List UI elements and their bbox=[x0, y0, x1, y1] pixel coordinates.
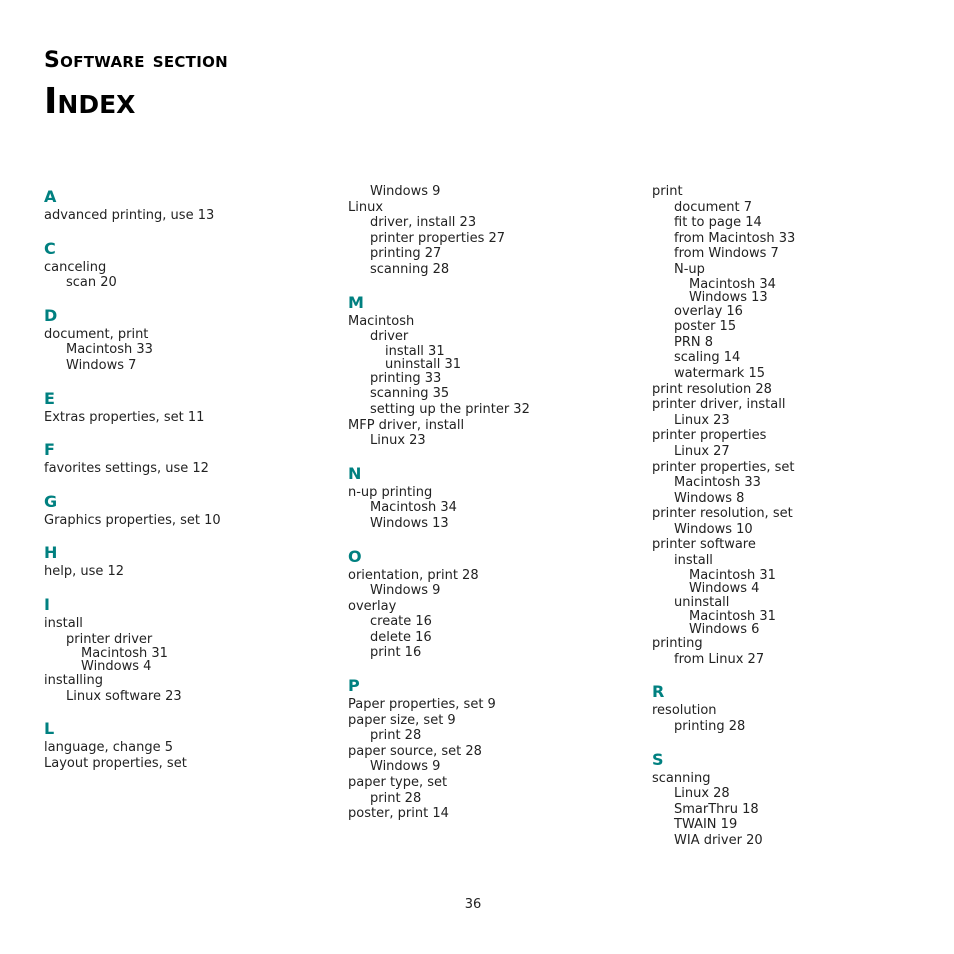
index-letter-heading: S bbox=[652, 749, 664, 769]
index-entry: advanced printing, use 13 bbox=[44, 208, 215, 223]
index-entry: Layout properties, set bbox=[44, 755, 187, 771]
index-letter-heading: D bbox=[44, 305, 58, 325]
index-entry: poster, print 14 bbox=[348, 806, 449, 822]
index-subentry: uninstall bbox=[674, 594, 730, 610]
index-subentry: print 28 bbox=[370, 790, 422, 806]
index-subentry: document 7 bbox=[674, 199, 752, 215]
index-subentry: Windows 9 bbox=[370, 583, 441, 599]
index-letter-heading: I bbox=[44, 594, 50, 614]
index-subentry: Linux 23 bbox=[674, 412, 730, 428]
index-letter-heading: C bbox=[44, 238, 56, 258]
index-subentry: PRN 8 bbox=[674, 334, 713, 350]
index-subentry: Linux 28 bbox=[674, 786, 730, 802]
index-entry: printer software bbox=[652, 537, 756, 553]
index-subentry: Linux software 23 bbox=[66, 688, 182, 704]
index-letter-heading: R bbox=[652, 682, 665, 702]
index-subentry: Macintosh 33 bbox=[674, 475, 761, 491]
index-letter-heading: F bbox=[44, 440, 55, 460]
index-entry: printer resolution, set bbox=[652, 506, 793, 522]
index-subentry: Windows 10 bbox=[674, 521, 753, 537]
index-subentry: delete 16 bbox=[370, 629, 432, 645]
index-entry: printer driver, install bbox=[652, 397, 786, 413]
index-entry: scanning bbox=[652, 770, 711, 786]
index-entry: favorites settings, use 12 bbox=[44, 461, 209, 477]
index-subentry: Macintosh 33 bbox=[66, 342, 153, 358]
index-subentry: print 16 bbox=[370, 645, 422, 661]
index-subentry: scaling 14 bbox=[674, 350, 741, 366]
index-subentry: SmarThru 18 bbox=[674, 801, 759, 817]
section-heading: Software section bbox=[44, 48, 228, 73]
index-subentry: Windows 8 bbox=[674, 490, 745, 506]
index-subentry: watermark 15 bbox=[674, 365, 765, 381]
index-subentry: Windows 6 bbox=[689, 622, 760, 638]
index-subentry: Windows 9 bbox=[370, 184, 441, 199]
index-subentry: TWAIN 19 bbox=[674, 817, 738, 833]
index-subentry: Macintosh 31 bbox=[81, 646, 168, 662]
index-subentry: printing 27 bbox=[370, 246, 442, 262]
index-column-2 bbox=[348, 184, 638, 822]
index-letter-heading: E bbox=[44, 388, 55, 408]
index-entry: help, use 12 bbox=[44, 564, 125, 580]
index-column-1 bbox=[44, 184, 334, 772]
index-subentry: overlay 16 bbox=[674, 303, 743, 319]
index-letter-heading: M bbox=[348, 292, 364, 312]
index-subentry: printer properties 27 bbox=[370, 230, 506, 246]
index-entry: printer properties, set bbox=[652, 459, 795, 475]
index-subentry: install 31 bbox=[385, 343, 445, 359]
index-entry: printer properties bbox=[652, 428, 767, 444]
index-entry: printing bbox=[652, 636, 703, 652]
index-subentry: Macintosh 34 bbox=[689, 276, 776, 292]
index-subentry: Macintosh 34 bbox=[370, 500, 457, 516]
index-subentry: print 28 bbox=[370, 728, 422, 744]
index-entry: orientation, print 28 bbox=[348, 567, 479, 583]
index-entry: paper type, set bbox=[348, 775, 448, 791]
index-column-3 bbox=[652, 184, 942, 849]
index-subentry: Linux 23 bbox=[370, 433, 426, 449]
index-subentry: Linux 27 bbox=[674, 443, 730, 459]
index-letter-heading: N bbox=[348, 463, 362, 483]
index-subentry: Windows 13 bbox=[370, 515, 449, 531]
index-subentry: Windows 13 bbox=[689, 289, 768, 305]
index-entry: Graphics properties, set 10 bbox=[44, 512, 221, 528]
index-letter-heading: G bbox=[44, 491, 58, 511]
index-subentry: scanning 35 bbox=[370, 386, 450, 402]
index-letter-heading: A bbox=[44, 187, 57, 206]
index-subentry: printing 33 bbox=[370, 370, 442, 386]
index-subentry: Windows 7 bbox=[66, 357, 137, 373]
index-letter-heading: L bbox=[44, 719, 55, 739]
index-letter-heading: H bbox=[44, 543, 58, 563]
index-subentry: Macintosh 31 bbox=[689, 609, 776, 625]
index-subentry: printer driver bbox=[66, 631, 153, 647]
index-entry: Macintosh bbox=[348, 313, 415, 329]
index-subentry: poster 15 bbox=[674, 319, 737, 335]
index-entry: canceling bbox=[44, 259, 107, 275]
index-entry: resolution bbox=[652, 703, 717, 719]
index-subentry: driver, install 23 bbox=[370, 215, 477, 231]
index-subentry: WIA driver 20 bbox=[674, 833, 763, 848]
index-entry: print bbox=[652, 184, 683, 199]
index-subentry: from Windows 7 bbox=[674, 246, 779, 262]
index-subentry: scanning 28 bbox=[370, 261, 450, 277]
index-subentry: Windows 4 bbox=[81, 659, 152, 675]
index-subentry: Macintosh 31 bbox=[689, 567, 776, 583]
index-entry: Paper properties, set 9 bbox=[348, 697, 496, 713]
index-entry: install bbox=[44, 615, 83, 631]
index-entry: paper size, set 9 bbox=[348, 712, 456, 728]
index-entry: document, print bbox=[44, 326, 149, 342]
index-subentry: fit to page 14 bbox=[674, 215, 762, 231]
index-subentry: from Linux 27 bbox=[674, 651, 765, 667]
index-letter-heading: O bbox=[348, 546, 362, 566]
index-subentry: driver bbox=[370, 329, 409, 345]
index-subentry: from Macintosh 33 bbox=[674, 230, 796, 246]
index-entry: installing bbox=[44, 673, 104, 689]
index-letter-heading: P bbox=[348, 676, 360, 696]
index-subentry: install bbox=[674, 553, 713, 569]
index-entry: paper source, set 28 bbox=[348, 743, 482, 759]
index-entry: MFP driver, install bbox=[348, 417, 465, 433]
index-subentry: create 16 bbox=[370, 614, 432, 630]
page-number: 36 bbox=[464, 897, 482, 912]
index-subentry: N-up bbox=[674, 261, 705, 277]
index-subentry: printing 28 bbox=[674, 719, 746, 735]
index-entry: Linux bbox=[348, 199, 384, 215]
index-subentry: Windows 4 bbox=[689, 580, 760, 596]
index-subentry: uninstall 31 bbox=[385, 356, 462, 372]
index-entry: overlay bbox=[348, 598, 397, 614]
index-subentry: scan 20 bbox=[66, 275, 117, 291]
index-subentry: Windows 9 bbox=[370, 759, 441, 775]
index-subentry: setting up the printer 32 bbox=[370, 401, 530, 417]
index-entry: print resolution 28 bbox=[652, 381, 772, 397]
page-title: Index bbox=[44, 81, 136, 122]
index-entry: Extras properties, set 11 bbox=[44, 409, 205, 425]
index-entry: n-up printing bbox=[348, 484, 433, 500]
index-entry: language, change 5 bbox=[44, 740, 174, 756]
